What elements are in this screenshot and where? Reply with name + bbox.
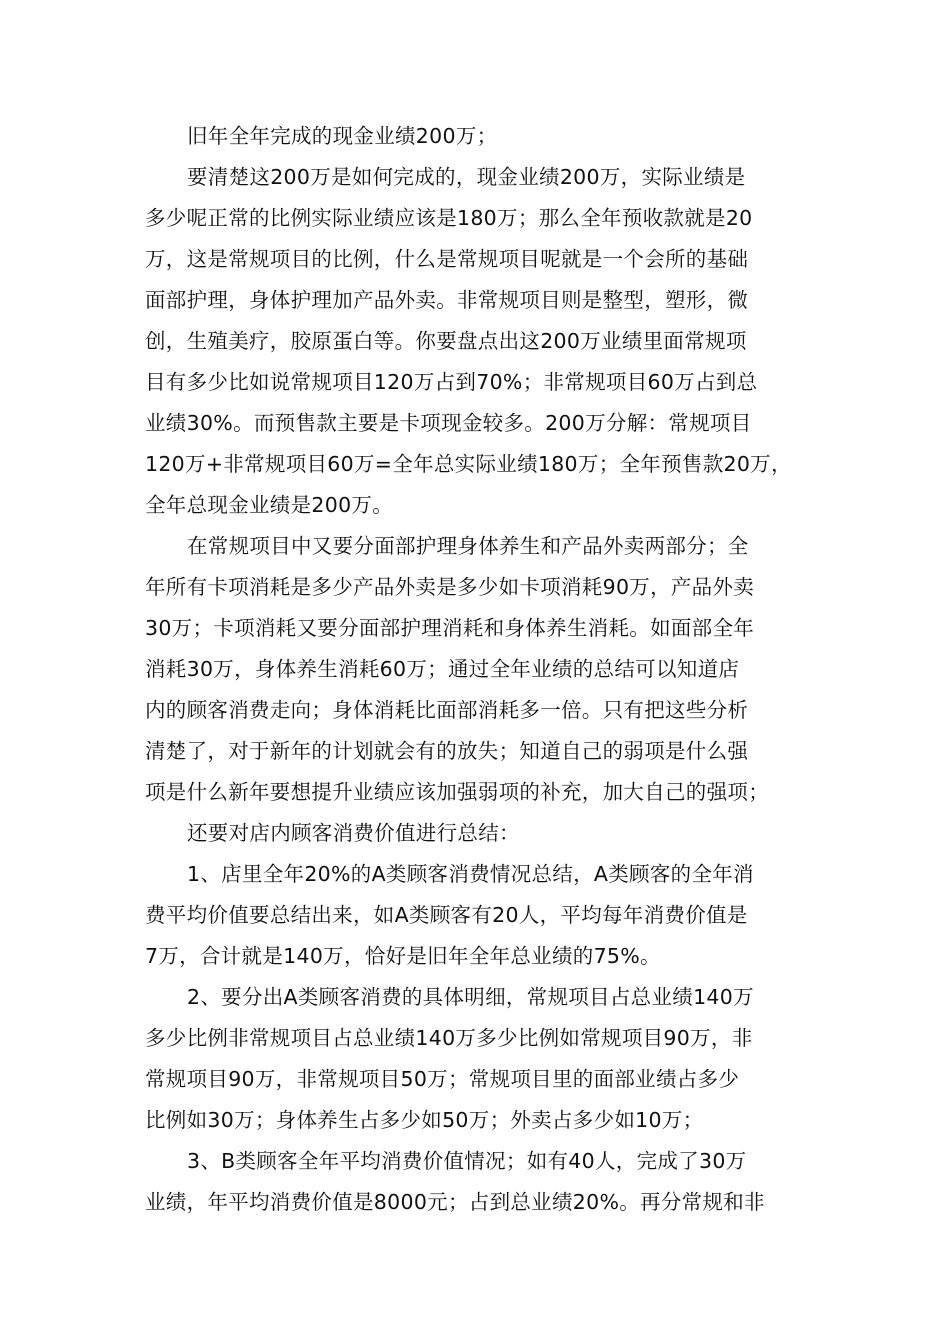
text-line: 还要对店内顾客消费价值进行总结：: [187, 821, 520, 845]
text-line: 2、要分出A类顾客消费的具体明细，常规项目占总业绩140万: [187, 985, 754, 1009]
text-line: 120万+非常规项目60万=全年总实际业绩180万；全年预售款20万，: [145, 452, 792, 476]
text-line: 多少呢正常的比例实际业绩应该是180万；那么全年预收款就是20: [145, 206, 753, 230]
text-line: 项是什么新年要想提升业绩应该加强弱项的补充，加大自己的强项；: [145, 780, 769, 804]
text-line: 业绩，年平均消费价值是8000元；占到总业绩20%。再分常规和非: [145, 1190, 765, 1214]
text-line: 1、店里全年20%的A类顾客消费情况总结，A类顾客的全年消: [187, 862, 754, 886]
text-line: 万，这是常规项目的比例，什么是常规项目呢就是一个会所的基础: [145, 247, 749, 271]
text-line: 多少比例非常规项目占总业绩140万多少比例如常规项目90万，非: [145, 1026, 753, 1050]
text-line: 创，生殖美疗，胶原蛋白等。你要盘点出这200万业绩里面常规项: [145, 329, 747, 353]
text-line: 全年总现金业绩是200万。: [145, 493, 394, 517]
text-line: 面部护理，身体护理加产品外卖。非常规项目则是整型，塑形，微: [145, 288, 749, 312]
text-line: 消耗30万，身体养生消耗60万；通过全年业绩的总结可以知道店: [145, 657, 740, 681]
text-line: 内的顾客消费走向；身体消耗比面部消耗多一倍。只有把这些分析: [145, 698, 749, 722]
document-body: [145, 116, 810, 1223]
text-line: 旧年全年完成的现金业绩200万；: [187, 124, 498, 148]
text-line: 目有多少比如说常规项目120万占到70%；非常规项目60万占到总: [145, 370, 758, 394]
text-line: 3、B类顾客全年平均消费价值情况；如有40人，完成了30万: [187, 1149, 747, 1173]
text-line: 清楚了，对于新年的计划就会有的放失；知道自己的弱项是什么强: [145, 739, 749, 763]
text-line: 30万；卡项消耗又要分面部护理消耗和身体养生消耗。如面部全年: [145, 616, 755, 640]
text-line: 比例如30万；身体养生占多少如50万；外卖占多少如10万；: [145, 1108, 704, 1132]
text-line: 年所有卡项消耗是多少产品外卖是多少如卡项消耗90万，产品外卖: [145, 575, 755, 599]
text-line: 费平均价值要总结出来，如A类顾客有20人，平均每年消费价值是: [145, 903, 748, 927]
text-line: 业绩30%。而预售款主要是卡项现金较多。200万分解：常规项目: [145, 411, 752, 435]
text-line: 要清楚这200万是如何完成的，现金业绩200万，实际业绩是: [187, 165, 746, 189]
text-line: 在常规项目中又要分面部护理身体养生和产品外卖两部分；全: [187, 534, 749, 558]
text-line: 7万，合计就是140万，恰好是旧年全年总业绩的75%。: [145, 944, 661, 968]
text-line: 常规项目90万，非常规项目50万；常规项目里的面部业绩占多少: [145, 1067, 740, 1091]
